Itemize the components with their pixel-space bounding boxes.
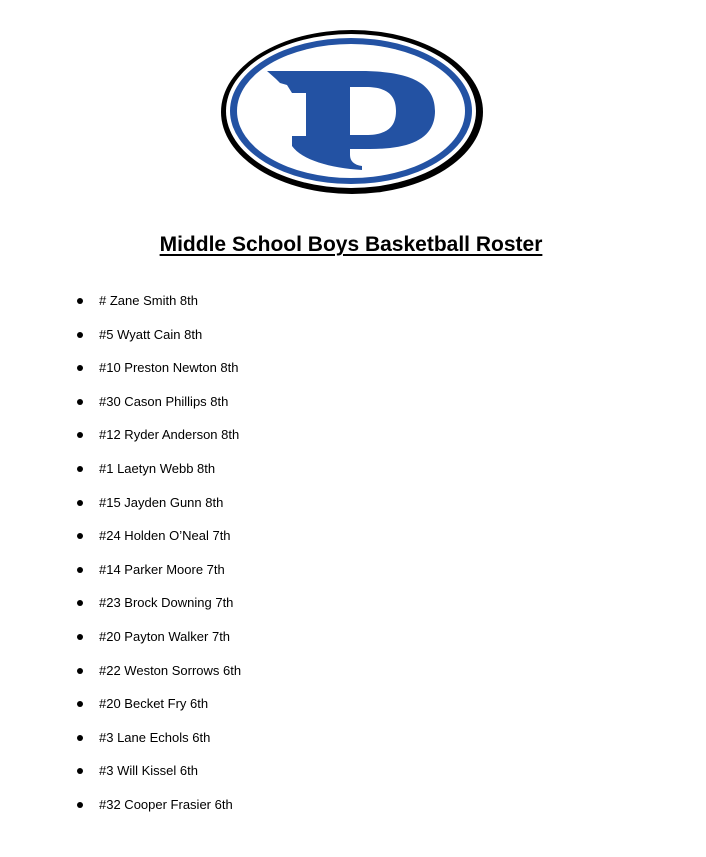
list-item bbox=[77, 694, 241, 728]
list-item bbox=[77, 291, 241, 325]
list-item bbox=[77, 661, 241, 695]
bullet-icon bbox=[77, 332, 83, 338]
bullet-icon bbox=[77, 701, 83, 707]
player-entry: #3 Lane Echols 6th bbox=[99, 729, 211, 745]
list-item bbox=[77, 627, 241, 661]
bullet-icon bbox=[77, 668, 83, 674]
player-entry: # Zane Smith 8th bbox=[99, 293, 198, 308]
list-item bbox=[77, 493, 241, 527]
bullet-icon bbox=[77, 768, 83, 774]
p-oval-logo-icon bbox=[220, 29, 484, 195]
list-item bbox=[77, 795, 241, 829]
list-item bbox=[77, 728, 241, 762]
list-item bbox=[77, 425, 241, 459]
player-entry: #32 Cooper Frasier 6th bbox=[99, 796, 233, 812]
list-item bbox=[77, 325, 241, 359]
player-entry: #3 Will Kissel 6th bbox=[99, 763, 198, 779]
bullet-icon bbox=[77, 735, 83, 741]
page-title: Middle School Boys Basketball Roster bbox=[159, 233, 543, 256]
player-entry: #23 Brock Downing 7th bbox=[99, 595, 234, 611]
player-entry: #5 Wyatt Cain 8th bbox=[99, 326, 203, 342]
list-item bbox=[77, 560, 241, 594]
player-entry: #24 Holden O’Neal 7th bbox=[99, 528, 231, 544]
list-item bbox=[77, 459, 241, 493]
list-item bbox=[77, 593, 241, 627]
bullet-icon bbox=[77, 298, 83, 304]
player-entry: #15 Jayden Gunn 8th bbox=[99, 494, 224, 510]
bullet-icon bbox=[77, 600, 83, 606]
bullet-icon bbox=[77, 466, 83, 472]
bullet-icon bbox=[77, 500, 83, 506]
player-entry: #14 Parker Moore 7th bbox=[99, 561, 225, 577]
bullet-icon bbox=[77, 634, 83, 640]
list-item bbox=[77, 392, 241, 426]
player-entry: #20 Payton Walker 7th bbox=[99, 628, 231, 644]
bullet-icon bbox=[77, 365, 83, 371]
player-entry: #30 Cason Phillips 8th bbox=[99, 393, 229, 409]
player-entry: #12 Ryder Anderson 8th bbox=[99, 427, 240, 443]
player-entry: #20 Becket Fry 6th bbox=[99, 696, 209, 712]
bullet-icon bbox=[77, 567, 83, 573]
bullet-icon bbox=[77, 533, 83, 539]
roster-list bbox=[77, 291, 241, 829]
bullet-icon bbox=[77, 399, 83, 405]
list-item bbox=[77, 526, 241, 560]
player-entry: #1 Laetyn Webb 8th bbox=[99, 460, 216, 476]
list-item bbox=[77, 761, 241, 795]
bullet-icon bbox=[77, 432, 83, 438]
player-entry: #10 Preston Newton 8th bbox=[99, 360, 239, 376]
bullet-icon bbox=[77, 802, 83, 808]
player-entry: #22 Weston Sorrows 6th bbox=[99, 662, 242, 678]
list-item bbox=[77, 358, 241, 392]
